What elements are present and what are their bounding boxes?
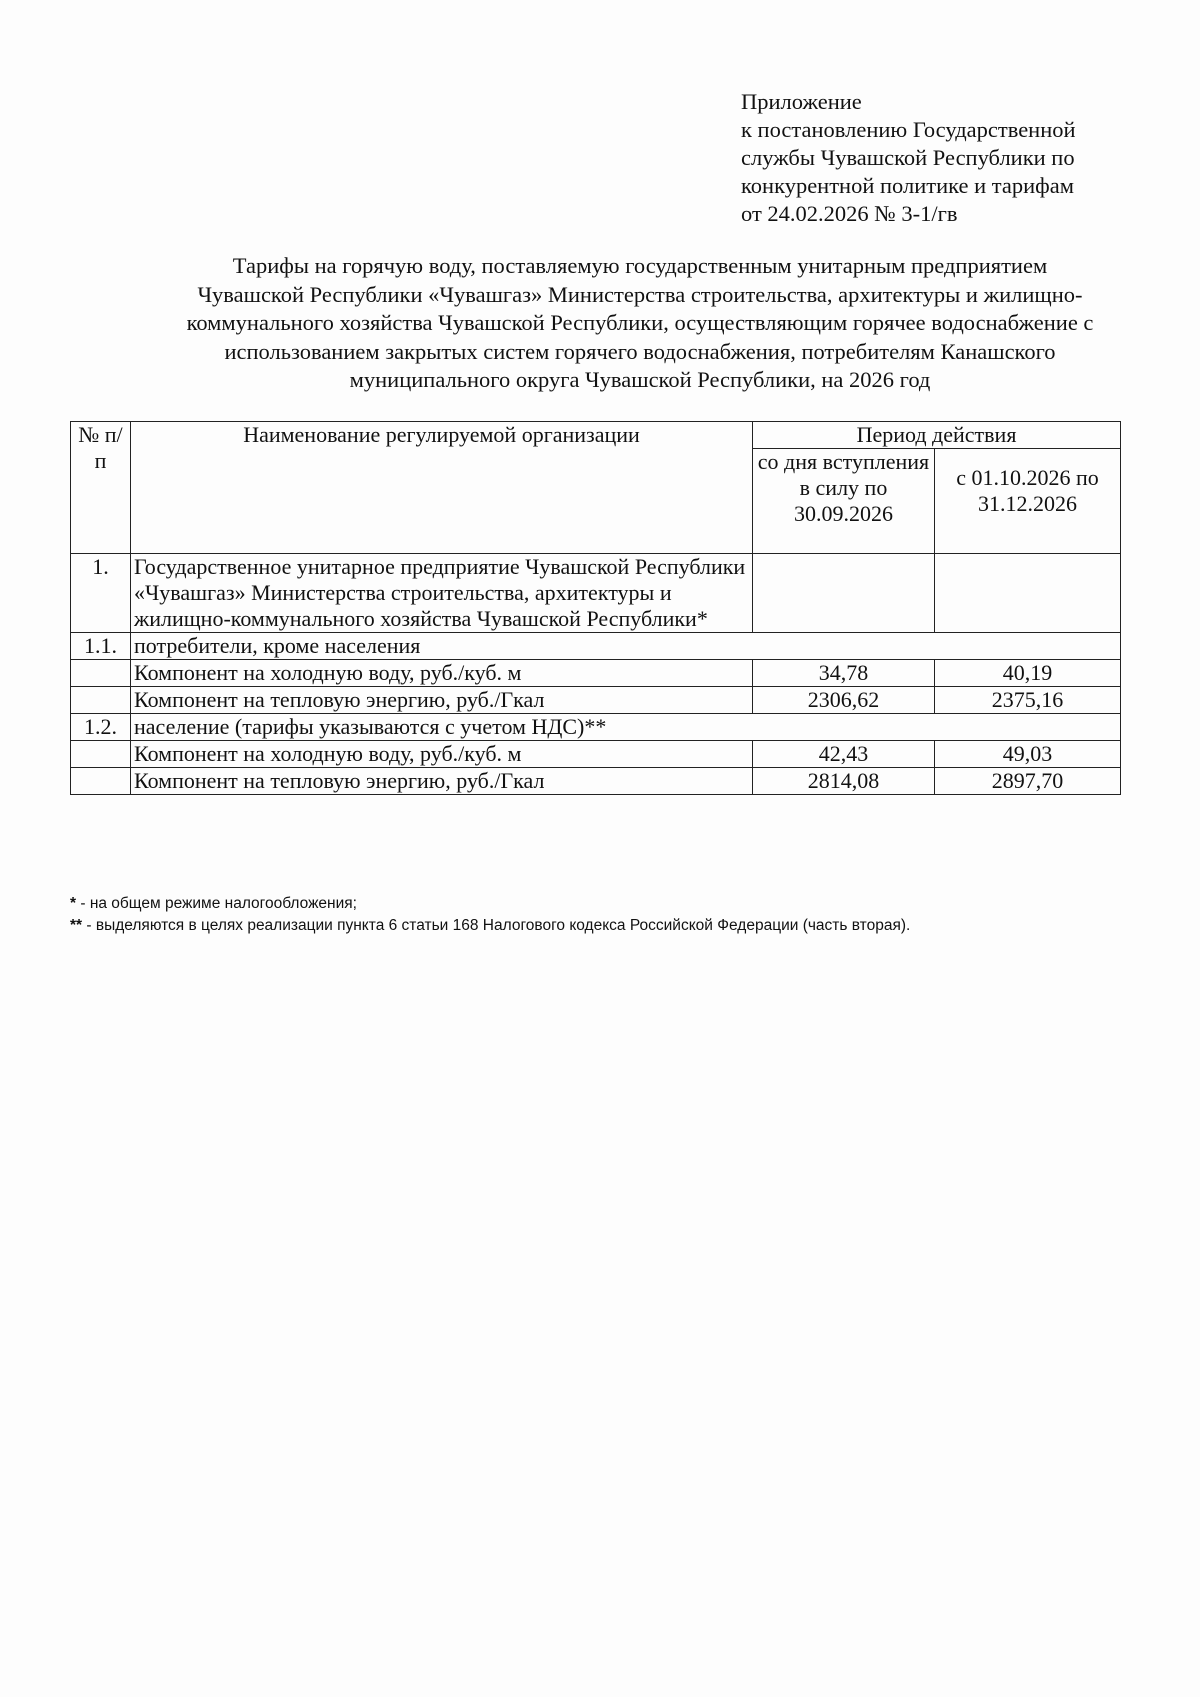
section-num: 1.2. — [71, 714, 131, 741]
row-num-empty — [71, 660, 131, 687]
table-row-org — [71, 554, 1121, 633]
table-row — [71, 741, 1121, 768]
footnote — [70, 915, 1170, 937]
tariff-table — [70, 421, 1121, 795]
row-num-empty — [71, 768, 131, 795]
header-period: Период действия — [753, 422, 1121, 449]
header-name: Наименование регулируемой организации — [131, 422, 753, 554]
appendix-line: от 24.02.2026 № 3-1/гв — [741, 201, 958, 226]
row-value-2: 40,19 — [935, 660, 1121, 687]
table-row-section — [71, 633, 1121, 660]
table-row — [71, 687, 1121, 714]
table-row — [71, 768, 1121, 795]
footnote-text: - на общем режиме налогообложения; — [76, 895, 357, 912]
title-line: использованием закрытых систем горячего водоснабжения, потребителям Канашского — [224, 338, 1056, 364]
section-num: 1.1. — [71, 633, 131, 660]
footnote-mark: ** — [70, 917, 83, 934]
header-period-1: со дня вступления в силу по 30.09.2026 — [753, 449, 935, 554]
section-label: потребители, кроме населения — [131, 633, 1121, 660]
row-name: Компонент на тепловую энергию, руб./Гкал — [131, 768, 753, 795]
row-value-1: 2814,08 — [753, 768, 935, 795]
org-empty-2 — [935, 554, 1121, 633]
header-period-2: с 01.10.2026 по 31.12.2026 — [935, 449, 1121, 554]
header-num: № п/п — [71, 422, 131, 554]
row-name: Компонент на холодную воду, руб./куб. м — [131, 741, 753, 768]
appendix-block — [741, 88, 1161, 228]
footnotes — [70, 893, 1170, 937]
footnote-text: - выделяются в целях реализации пункта 6 статьи 168 Налогового кодекса Российской Федерации (часть вторая). — [82, 917, 911, 934]
document-title — [130, 252, 1150, 395]
row-num-empty — [71, 687, 131, 714]
appendix-line: службы Чувашской Республики по — [741, 145, 1075, 170]
row-value-2: 2375,16 — [935, 687, 1121, 714]
title-line: муниципального округа Чувашской Республики, на 2026 год — [349, 367, 931, 392]
footnote-mark: * — [70, 895, 77, 912]
row-value-1: 2306,62 — [753, 687, 935, 714]
org-empty-1 — [753, 554, 935, 633]
org-num: 1. — [71, 554, 131, 633]
appendix-line: конкурентной политике и тарифам — [741, 173, 1074, 198]
row-name: Компонент на холодную воду, руб./куб. м — [131, 660, 753, 687]
appendix-line: к постановлению Государственной — [741, 117, 1076, 142]
row-value-2: 49,03 — [935, 741, 1121, 768]
table-row — [71, 660, 1121, 687]
title-line: Чувашской Республики «Чувашгаз» Министерства строительства, архитектуры и жилищно- — [197, 281, 1083, 307]
row-num-empty — [71, 741, 131, 768]
title-line: коммунального хозяйства Чувашской Республики, осуществляющим горячее водоснабжение с — [186, 310, 1094, 335]
row-value-1: 34,78 — [753, 660, 935, 687]
row-value-2: 2897,70 — [935, 768, 1121, 795]
footnote — [70, 893, 1170, 915]
row-value-1: 42,43 — [753, 741, 935, 768]
title-line: Тарифы на горячую воду, поставляемую государственным унитарным предприятием — [232, 253, 1048, 278]
table-row-section — [71, 714, 1121, 741]
row-name: Компонент на тепловую энергию, руб./Гкал — [131, 687, 753, 714]
section-label: население (тарифы указываются с учетом НДС)** — [131, 714, 1121, 741]
header-row — [71, 422, 1121, 449]
org-name: Государственное унитарное предприятие Чувашской Республики «Чувашгаз» Министерства строительства, архитектуры и жилищно-коммунального хозяйства Чувашской Республики* — [131, 554, 753, 633]
appendix-line: Приложение — [741, 89, 862, 114]
